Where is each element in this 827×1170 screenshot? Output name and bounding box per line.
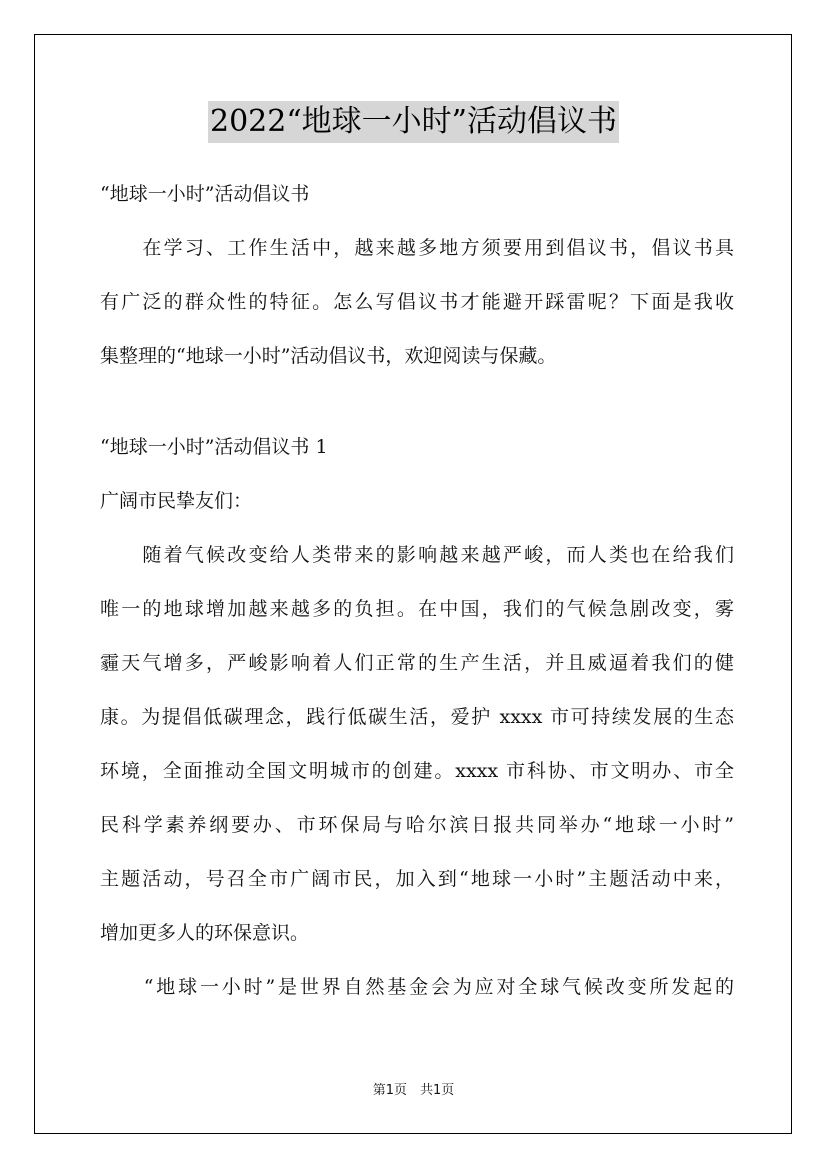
section-heading: “地球一小时”活动倡议书 1 xyxy=(100,436,328,458)
paragraph-line: 增加更多人的环保意识。 xyxy=(100,922,310,944)
paragraph-line: 主题活动，号召全市广阔市民，加入到“地球一小时”主题活动中来， xyxy=(100,868,734,890)
paragraph-line: 环境，全面推动全国文明城市的创建。xxxx 市科协、市文明办、市全 xyxy=(100,760,734,782)
intro-line: 集整理的“地球一小时”活动倡议书，欢迎阅读与保藏。 xyxy=(100,345,557,367)
paragraph-line: 霾天气增多，严峻影响着人们正常的生产生活，并且威逼着我们的健 xyxy=(100,652,734,674)
paragraph-line: 唯一的地球增加越来越多的负担。在中国，我们的气候急剧改变，雾 xyxy=(100,598,734,620)
salutation: 广阔市民挚友们： xyxy=(100,490,253,512)
document-title: 2022“地球一小时”活动倡议书 xyxy=(208,101,619,143)
subtitle: “地球一小时”活动倡议书 xyxy=(100,183,310,205)
paragraph-line: 随着气候改变给人类带来的影响越来越严峻，而人类也在给我们 xyxy=(100,544,734,566)
paragraph-line: “地球一小时”是世界自然基金会为应对全球气候改变所发起的 xyxy=(100,976,734,998)
title-container xyxy=(0,101,827,143)
paragraph-line: 民科学素养纲要办、市环保局与哈尔滨日报共同举办“地球一小时” xyxy=(100,814,734,836)
document-body xyxy=(100,174,734,1007)
page-number: 第1页 共1页 xyxy=(372,1083,455,1098)
paragraph-line: 康。为提倡低碳理念，践行低碳生活，爱护 xxxx 市可持续发展的生态 xyxy=(100,706,734,728)
intro-line: 有广泛的群众性的特征。怎么写倡议书才能避开踩雷呢？下面是我收 xyxy=(100,291,734,313)
intro-line: 在学习、工作生活中，越来越多地方须要用到倡议书，倡议书具 xyxy=(100,237,734,259)
